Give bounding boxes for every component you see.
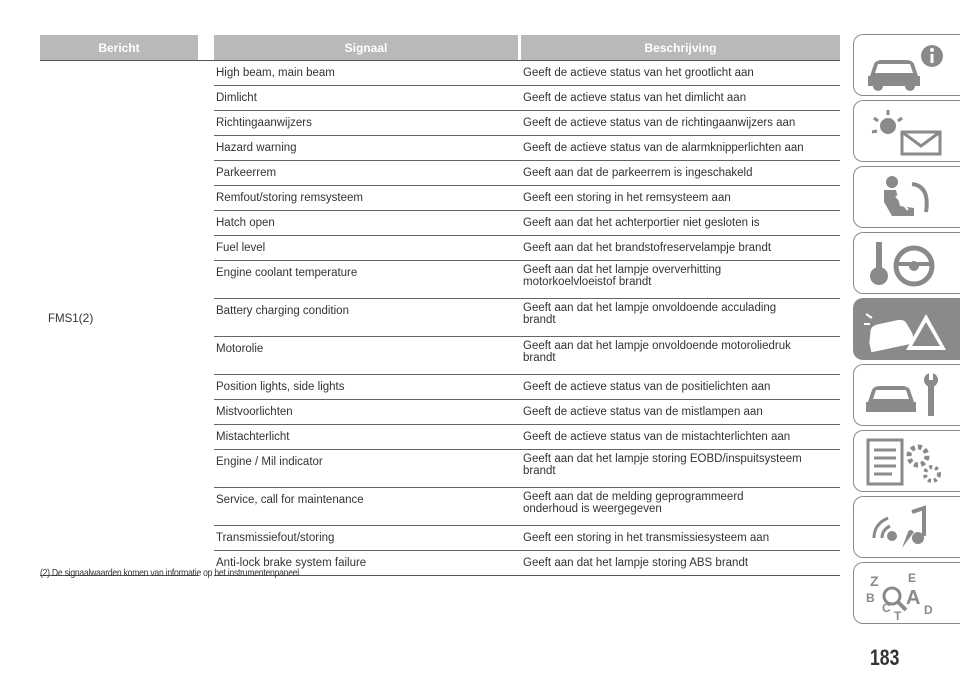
- description-line: Geeft de actieve status van de alarmknipperlichten aan: [523, 142, 804, 154]
- table-row: [214, 186, 840, 211]
- description-line: brandt: [523, 314, 556, 326]
- description-cell: [521, 337, 840, 369]
- signal-table: [40, 35, 840, 576]
- table-row: [214, 86, 840, 111]
- table-row: [214, 236, 840, 261]
- description-line: Geeft aan dat het lampje oververhitting: [523, 264, 722, 276]
- multimedia-icon: [862, 502, 952, 554]
- index-letter: T: [894, 609, 902, 620]
- description-cell: [521, 526, 840, 549]
- description-line: Geeft een storing in het transmissiesysteem aan: [523, 532, 770, 544]
- signal-cell: Mistachterlicht: [216, 431, 290, 443]
- table-body: [40, 61, 840, 576]
- tab-car-hazard[interactable]: [853, 298, 960, 360]
- signal-cell: Hazard warning: [216, 142, 297, 154]
- description-cell: [521, 86, 840, 109]
- index-letter: A: [906, 587, 921, 609]
- table-rows: [214, 61, 840, 576]
- table-row: [214, 551, 840, 576]
- signal-cell: Transmissiefout/storing: [216, 532, 335, 544]
- message-name: FMS1(2): [48, 310, 94, 325]
- header-bericht: Bericht: [40, 35, 198, 60]
- description-cell: [521, 236, 840, 259]
- table-row: [214, 161, 840, 186]
- description-line: Geeft aan dat de melding geprogrammeerd: [523, 491, 744, 503]
- seat-airbag-icon: [862, 172, 952, 224]
- description-line: Geeft aan dat de parkeerrem is ingeschakeld: [523, 167, 753, 179]
- description-line: Geeft aan dat het lampje onvoldoende acculading: [523, 302, 777, 314]
- table-header: [40, 35, 840, 61]
- signal-cell: Fuel level: [216, 242, 266, 254]
- signal-cell: Engine coolant temperature: [216, 267, 358, 279]
- table-row: [214, 299, 840, 337]
- description-line: Geeft aan dat het lampje onvoldoende motoroliedruk: [523, 340, 791, 352]
- car-hazard-icon: [862, 304, 952, 356]
- description-line: Geeft een storing in het remsysteem aan: [523, 192, 731, 204]
- tab-key-steering[interactable]: [853, 232, 960, 294]
- description-cell: [521, 299, 840, 331]
- description-line: Geeft aan dat het achterportier niet gesloten is: [523, 217, 760, 229]
- description-line: Geeft de actieve status van de richtingaanwijzers aan: [523, 117, 796, 129]
- chapter-tabs: [853, 34, 960, 628]
- table-row: [214, 337, 840, 375]
- header-signaal: Signaal: [214, 35, 518, 60]
- table-row: [214, 211, 840, 236]
- signal-cell: Service, call for maintenance: [216, 494, 364, 506]
- description-line: brandt: [523, 352, 556, 364]
- index-letters-icon: [862, 568, 952, 620]
- description-line: brandt: [523, 465, 556, 477]
- description-line: motorkoelvloeistof brandt: [523, 276, 652, 288]
- description-line: Geeft de actieve status van het grootlicht aan: [523, 67, 754, 79]
- signal-cell: Richtingaanwijzers: [216, 117, 312, 129]
- tab-seat-airbag[interactable]: [853, 166, 960, 228]
- description-cell: [521, 488, 840, 520]
- description-line: Geeft de actieve status van het dimlicht aan: [523, 92, 747, 104]
- index-letter: D: [924, 603, 933, 617]
- signal-cell: Mistvoorlichten: [216, 406, 293, 418]
- table-row: [214, 375, 840, 400]
- index-letter: B: [866, 591, 875, 605]
- signal-cell: Battery charging condition: [216, 305, 349, 317]
- table-row: [214, 526, 840, 551]
- tab-multimedia[interactable]: [853, 496, 960, 558]
- tab-index[interactable]: [853, 562, 960, 624]
- index-letter: Z: [870, 573, 879, 589]
- footnote-ref: (2): [78, 310, 94, 325]
- index-letter: E: [908, 571, 917, 585]
- description-cell: [521, 425, 840, 448]
- table-row: [214, 400, 840, 425]
- table-row: [214, 261, 840, 299]
- page-number: 183: [870, 645, 900, 670]
- car-info-icon: [862, 40, 952, 92]
- table-row: [214, 61, 840, 86]
- signal-cell: Anti-lock brake system failure: [216, 557, 367, 569]
- description-line: Geeft de actieve status van de mistlampen aan: [523, 406, 763, 418]
- description-cell: [521, 136, 840, 159]
- description-cell: [521, 375, 840, 398]
- description-cell: [521, 211, 840, 234]
- tab-car-info[interactable]: [853, 34, 960, 96]
- key-steering-wheel-icon: [862, 238, 952, 290]
- tab-warning-lights[interactable]: [853, 100, 960, 162]
- signal-cell: Remfout/storing remsysteem: [216, 192, 363, 204]
- car-wrench-icon: [862, 370, 952, 422]
- description-cell: [521, 551, 840, 574]
- description-line: Geeft de actieve status van de mistachterlichten aan: [523, 431, 791, 443]
- signal-cell: Parkeerrem: [216, 167, 277, 179]
- table-row: [214, 136, 840, 161]
- description-cell: [521, 261, 840, 293]
- signal-cell: Motorolie: [216, 343, 264, 355]
- message-cell: [40, 61, 198, 576]
- description-cell: [521, 400, 840, 423]
- description-cell: [521, 186, 840, 209]
- description-cell: [521, 61, 840, 84]
- description-cell: [521, 450, 840, 482]
- index-letter: C: [882, 601, 891, 615]
- signal-cell: Position lights, side lights: [216, 381, 345, 393]
- description-line: Geeft de actieve status van de positielichten aan: [523, 381, 771, 393]
- description-cell: [521, 161, 840, 184]
- description-line: Geeft aan dat het lampje storing ABS brandt: [523, 557, 749, 569]
- header-beschrijving: Beschrijving: [521, 35, 840, 60]
- tab-car-wrench[interactable]: [853, 364, 960, 426]
- specs-gears-icon: [862, 436, 952, 488]
- footnote: (2) De signaalwaarden komen van informatie op het instrumentenpaneel: [40, 567, 299, 579]
- signal-cell: Engine / Mil indicator: [216, 456, 323, 468]
- tab-specs-gears[interactable]: [853, 430, 960, 492]
- table-row: [214, 425, 840, 450]
- table-row: [214, 450, 840, 488]
- warning-lights-icon: [862, 106, 952, 158]
- signal-cell: Hatch open: [216, 217, 275, 229]
- description-line: onderhoud is weergegeven: [523, 503, 662, 515]
- table-row: [214, 488, 840, 526]
- description-line: Geeft aan dat het brandstofreservelampje brandt: [523, 242, 772, 254]
- description-cell: [521, 111, 840, 134]
- signal-cell: Dimlicht: [216, 92, 257, 104]
- table-row: [214, 111, 840, 136]
- description-line: Geeft aan dat het lampje storing EOBD/inspuitsysteem: [523, 453, 802, 465]
- signal-cell: High beam, main beam: [216, 67, 335, 79]
